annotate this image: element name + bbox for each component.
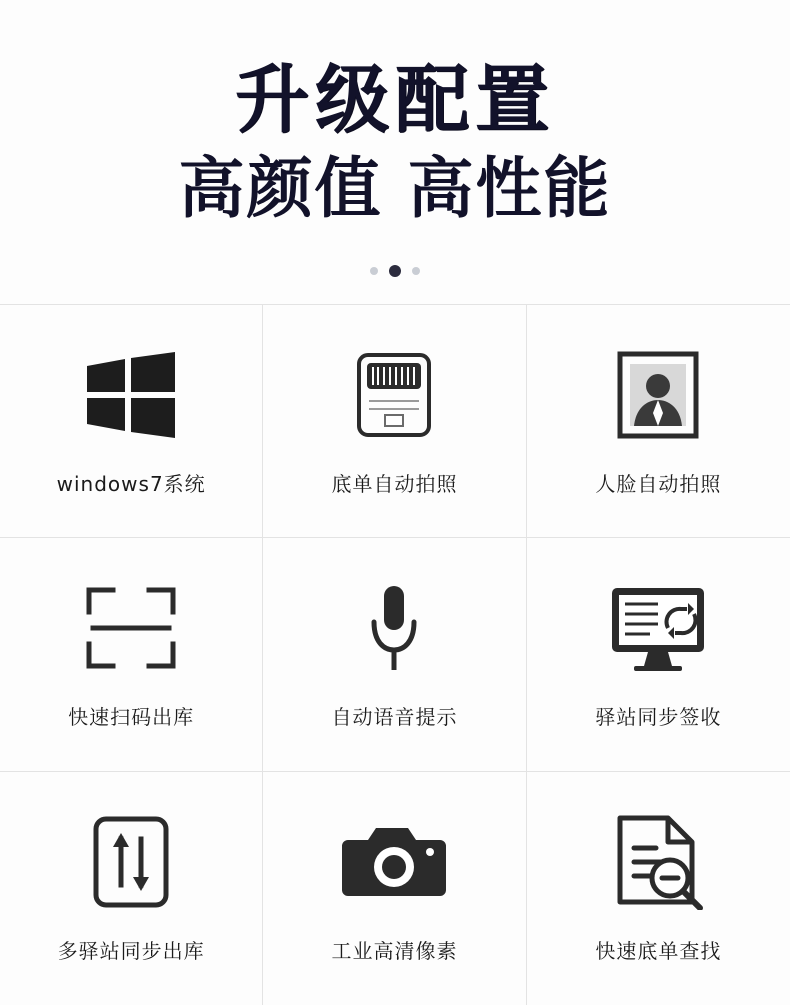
page-subtitle: 高颜值 高性能	[178, 149, 612, 227]
id-portrait-icon	[617, 342, 699, 448]
feature-cell	[527, 772, 790, 1005]
feature-cell	[527, 305, 790, 538]
feature-label: 快速扫码出库	[68, 705, 195, 730]
carousel-dots	[0, 264, 790, 278]
microphone-icon	[364, 575, 424, 681]
feature-cell	[263, 305, 526, 538]
feature-label: 驿站同步签收	[595, 705, 722, 730]
windows-logo-icon	[85, 342, 177, 448]
feature-label: 人脸自动拍照	[595, 471, 722, 496]
barcode-label-icon	[355, 342, 433, 448]
feature-label: 底单自动拍照	[331, 471, 458, 496]
feature-cell	[0, 305, 263, 538]
feature-cell	[0, 538, 263, 771]
feature-cell	[263, 538, 526, 771]
scan-frame-icon	[85, 575, 177, 681]
monitor-sync-icon	[608, 575, 708, 681]
feature-cell	[263, 772, 526, 1005]
feature-label: 自动语音提示	[331, 705, 458, 730]
bidirectional-arrows-icon	[92, 809, 170, 915]
feature-label: 多驿站同步出库	[57, 938, 205, 963]
document-search-icon	[612, 809, 704, 915]
carousel-dot[interactable]	[412, 267, 420, 275]
page-header	[0, 0, 790, 278]
feature-cell	[0, 772, 263, 1005]
feature-label: 工业高清像素	[331, 938, 458, 963]
page-title: 升级配置	[235, 57, 555, 143]
camera-icon	[342, 809, 446, 915]
carousel-dot-active[interactable]	[389, 265, 401, 277]
carousel-dot[interactable]	[370, 267, 378, 275]
feature-label: 快速底单查找	[595, 938, 722, 963]
feature-grid	[0, 304, 790, 1005]
feature-cell	[527, 538, 790, 771]
feature-label: windows7系统	[56, 471, 206, 496]
